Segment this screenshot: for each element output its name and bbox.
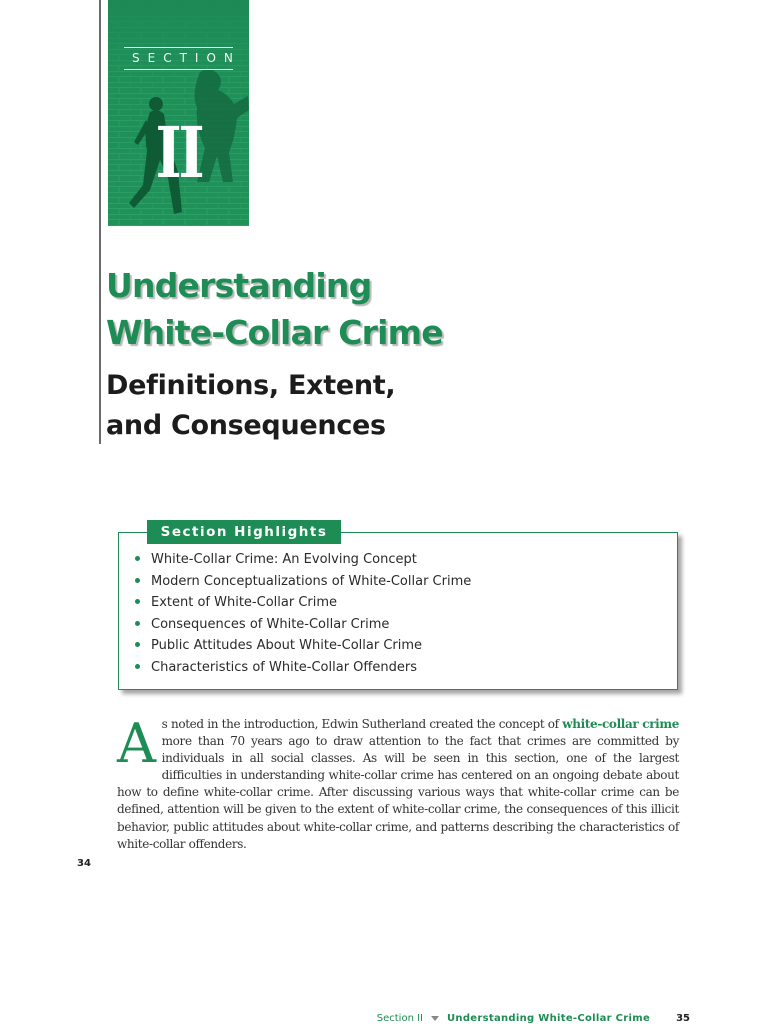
highlight-item <box>135 549 471 571</box>
highlight-item <box>135 635 471 657</box>
bullet-icon <box>135 556 140 561</box>
running-footer <box>377 1013 690 1024</box>
chapter-subtitle-line1: Definitions, Extent, <box>106 370 396 401</box>
chapter-subtitle <box>106 366 395 446</box>
page-number-right: 35 <box>676 1013 690 1024</box>
highlight-text: Consequences of White-Collar Crime <box>151 616 390 632</box>
page-number-left: 34 <box>77 858 91 869</box>
chapter-subtitle-line2: and Consequences <box>106 410 386 441</box>
vertical-rule <box>99 0 101 444</box>
highlights-heading: Section Highlights <box>147 520 341 544</box>
intro-text-before: s noted in the introduction, Edwin Sutherland created the concept of <box>161 717 563 731</box>
section-label: SECTION <box>132 51 241 65</box>
chapter-title <box>106 262 443 356</box>
intro-text-after: more than 70 years ago to draw attention to the fact that crimes are committed by individuals in all social classes. As will be seen in this section, one of the largest difficulties in understanding white-collar crime has centered on an ongoing debate about how to define white-collar crime. After discussing various ways that white-collar crime can be defined, attention will be given to the extent of white-collar crime, the consequences of this illicit behavior, public attitudes about white-collar crime, and patterns describing the characteristics of white-collar offenders. <box>117 734 679 851</box>
highlights-list <box>135 549 471 679</box>
triangle-down-icon <box>431 1016 439 1021</box>
bullet-icon <box>135 578 140 583</box>
footer-title: Understanding White-Collar Crime <box>447 1013 651 1024</box>
bullet-icon <box>135 664 140 669</box>
highlight-item <box>135 614 471 636</box>
highlight-text: Modern Conceptualizations of White-Collar Crime <box>151 573 472 589</box>
highlight-text: Public Attitudes About White-Collar Crime <box>151 638 423 654</box>
drop-cap: A <box>117 712 156 775</box>
intro-paragraph <box>117 712 680 853</box>
section-rule-top <box>124 47 233 48</box>
footer-section: Section II <box>376 1013 423 1024</box>
highlight-item <box>135 571 471 593</box>
section-numeral: II <box>155 111 202 194</box>
chapter-title-line1: Understanding <box>106 266 372 305</box>
section-rule-bottom <box>124 69 233 70</box>
highlight-item <box>135 592 471 614</box>
highlight-item <box>135 657 471 679</box>
highlight-text: Extent of White-Collar Crime <box>151 595 338 611</box>
chapter-title-line2: White-Collar Crime <box>106 313 443 352</box>
bullet-icon <box>135 599 140 604</box>
bullet-icon <box>135 642 140 647</box>
highlight-text: White-Collar Crime: An Evolving Concept <box>151 552 417 567</box>
bullet-icon <box>135 621 140 626</box>
key-term: white-collar crime <box>562 717 680 731</box>
highlight-text: Characteristics of White-Collar Offenders <box>151 659 417 675</box>
